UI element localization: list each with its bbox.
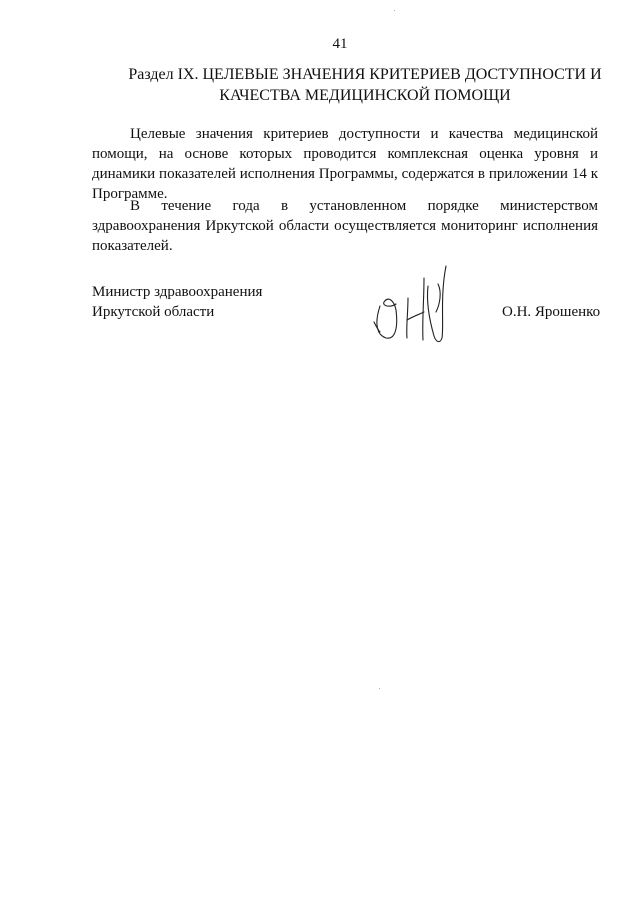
section-title-line-2: КАЧЕСТВА МЕДИЦИНСКОЙ ПОМОЩИ	[219, 87, 511, 104]
page-number: 41	[332, 36, 348, 52]
signer-name: О.Н. Ярошенко	[502, 304, 601, 320]
signer-position-line-2: Иркутской области	[92, 304, 215, 320]
section-title	[120, 64, 610, 106]
body-paragraph-2: В течение года в установленном порядке министерством здравоохранения Иркутской области осуществляется мониторинг исполнения показателей.	[92, 198, 598, 254]
signer-position	[92, 282, 262, 322]
handwritten-signature	[366, 256, 466, 356]
signer-position-line-1: Министр здравоохранения	[92, 284, 263, 300]
section-title-line-1: Раздел IX. ЦЕЛЕВЫЕ ЗНАЧЕНИЯ КРИТЕРИЕВ ДОСТУПНОСТИ И	[128, 66, 602, 83]
scan-speck	[394, 10, 395, 11]
body-paragraph-1: Целевые значения критериев доступности и качества медицинской помощи, на основе которых проводится комплексная оценка уровня и динамики показателей исполнения Программы, содержатся в приложении 14 к Программе.	[92, 126, 598, 202]
scan-speck	[379, 688, 380, 689]
